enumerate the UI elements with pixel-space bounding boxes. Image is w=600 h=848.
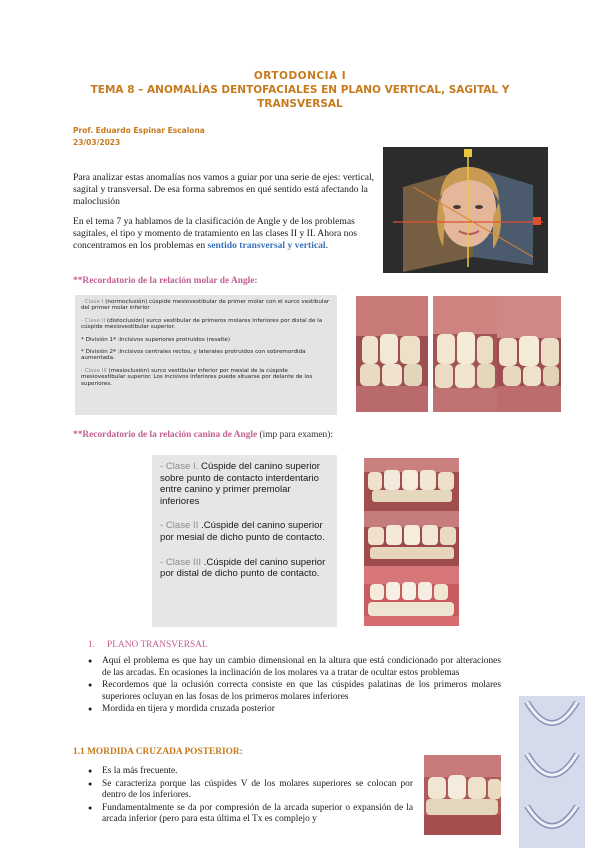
course-title: ORTODONCIA I — [253, 70, 347, 82]
molar-item-text: (mesioclusión) surco vestibular inferior por mesial de la cúspide mesiovestibular superior. Los incisivos inferiores puede situarse por delante de los superiores. — [81, 367, 313, 387]
author-name: Prof. Eduardo Espinar Escalona — [73, 126, 205, 135]
molar-class-photo-2 — [433, 296, 497, 412]
list-item: ● Es la más frecuente. — [88, 766, 413, 778]
molar-item-text: (distoclusión) surco vestibular de primeros molares inferiores por distal de la cúspide mesiovestibular superior. — [81, 317, 323, 331]
molar-item — [81, 299, 331, 312]
subsection-1-1-heading: 1.1 MORDIDA CRUZADA POSTERIOR: — [73, 747, 243, 757]
canine-item — [160, 461, 329, 507]
canine-title-note: (imp para examen): — [257, 430, 333, 440]
document-header — [0, 70, 600, 111]
molar-item-text: * División 2ª :Incisivos centrales rectos, y laterales protruidos con sobremordida aumentada. — [81, 349, 306, 362]
list-item: ● Se caracteriza porque las cúspides V de los molares superiores se colocan por dentro de los inferiores. — [88, 779, 413, 802]
molar-class-photo-3 — [497, 296, 561, 412]
canine-class-photo-3 — [364, 566, 459, 626]
canine-relation-title — [73, 430, 333, 440]
face-axes-image — [383, 147, 548, 273]
molar-item-text: * División 1ª :Incisivos superiores protruidos (resalte) — [81, 336, 231, 343]
canine-item — [160, 557, 329, 580]
canine-class-photo-2 — [364, 511, 459, 566]
intro-p2-text: En el tema 7 ya hablamos de la clasificación de Angle y de los problemas sagitales, el tipo y momento de tratamiento en las clases II y II. Ahora nos concentramos en los problemas en — [73, 216, 358, 252]
crossbite-photo — [424, 755, 501, 835]
molar-relation-title: **Recordatorio de la relación molar de Angle: — [73, 276, 258, 286]
molar-class-photo-1 — [356, 296, 428, 412]
canine-title-text: **Recordatorio de la relación canina de Angle — [73, 430, 258, 440]
molar-item — [81, 368, 331, 387]
author-block — [73, 125, 205, 149]
molar-class-label: - Clase II — [81, 317, 106, 324]
topic-title: TEMA 8 – ANOMALÍAS DENTOFACIALES EN PLANO VERTICAL, SAGITAL Y TRANSVERSAL — [90, 84, 510, 110]
canine-class-label: - Clase II — [160, 520, 199, 532]
molar-classification-box — [75, 295, 337, 415]
canine-class-label: - Clase I. — [160, 461, 199, 472]
document-date: 23/03/2023 — [73, 138, 121, 147]
canine-class-label: - Clase III — [160, 556, 202, 568]
section-1-heading — [88, 640, 208, 650]
canine-item-text: .Cúspide del canino superior por distal de dicho punto de contacto. — [160, 556, 326, 580]
canine-item-text: Cúspide del canino superior sobre punto de contacto interdentario entre canino y primer premolar inferiores — [160, 461, 320, 507]
section-1-number: 1. — [88, 640, 96, 650]
canine-classification-box — [152, 455, 337, 627]
canine-item-text: .Cúspide del canino superior por mesial de dicho punto de contacto. — [160, 520, 325, 543]
molar-item — [81, 337, 331, 343]
list-item: ● Aquí el problema es que hay un cambio dimensional en la altura que está condicionado por alteraciones de las arcadas. En ocasiones la inclinación de los molares va a tratar de ocultar estos problemas — [88, 656, 501, 679]
molar-item — [81, 349, 331, 362]
intro-paragraph-1: Para analizar estas anomalías nos vamos a guiar por una serie de ejes: vertical, sagital y transversal. De esa forma sabremos en qué sentido está afectando la maloclusión — [73, 172, 375, 208]
crossbite-bullets — [88, 766, 413, 827]
dental-arch-diagram — [519, 696, 585, 848]
molar-item — [81, 318, 331, 331]
molar-class-label: - Clase I — [81, 299, 104, 305]
intro-p2-highlight: sentido transversal y vertical — [207, 240, 326, 252]
section-1-title: PLANO TRANSVERSAL — [107, 640, 208, 650]
intro-paragraph-2 — [73, 216, 378, 253]
list-item: ● Fundamentalmente se da por compresión de la arcada superior o expansión de la arcada inferior (pero para esta última el Tx es complejo y — [88, 803, 413, 826]
canine-class-photo-1 — [364, 458, 459, 511]
list-item: ● Mordida en tijera y mordida cruzada posterior — [88, 704, 501, 716]
canine-item — [160, 520, 329, 543]
intro-p2-end: . — [325, 240, 328, 252]
molar-class-label: - Clase III — [81, 367, 107, 374]
list-item: ● Recordemos que la oclusión correcta consiste en que las cúspides palatinas de los primeros molares superiores ocluyan en las fosas de los primeros molares inferiores — [88, 680, 501, 703]
transversal-bullets — [88, 656, 501, 717]
molar-item-text: (normoclusión) cúspide mesiovestibular de primer molar con el surco vestibular del primer molar inferior — [81, 299, 330, 312]
